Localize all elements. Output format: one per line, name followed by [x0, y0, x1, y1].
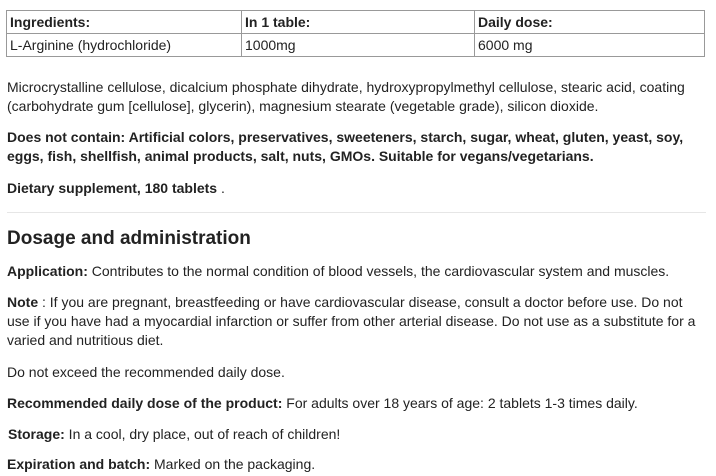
table-row [7, 34, 705, 57]
expiration-line [7, 455, 706, 474]
storage-text: In a cool, dry place, out of reach of children! [64, 426, 341, 442]
section-title: Dosage and administration [7, 228, 251, 249]
recommended-dose-text: For adults over 18 years of age: 2 tablets 1-3 times daily. [282, 395, 638, 411]
header-per-tablet: In 1 table: [242, 11, 475, 34]
supplement-line [7, 179, 706, 198]
application-label: Application: [7, 263, 88, 279]
header-ingredients: Ingredients: [7, 11, 242, 34]
header-daily-dose: Daily dose: [475, 11, 705, 34]
ingredients-table [6, 10, 705, 57]
note-text: : If you are pregnant, breastfeeding or have cardiovascular disease, consult a doctor before use. Do not use if you have had a myocardial infarction or suffer from other arterial disease. Do not use as a substitute for a varied and nutritious diet. [7, 294, 696, 348]
expiration-text: Marked on the packaging. [150, 456, 316, 472]
cell-per-tablet: 1000mg [242, 34, 475, 57]
supplement-suffix: . [217, 180, 225, 196]
cell-daily-dose: 6000 mg [475, 34, 705, 57]
recommended-dose-line [7, 394, 706, 413]
cell-ingredient: L-Arginine (hydrochloride) [7, 34, 242, 57]
supplement-label: Dietary supplement, 180 tablets [7, 180, 218, 196]
application-line [7, 262, 706, 281]
recommended-dose-label: Recommended daily dose of the product: [7, 395, 283, 411]
expiration-label: Expiration and batch: [7, 456, 151, 472]
storage-line [8, 425, 706, 444]
other-ingredients-text: Microcrystalline cellulose, dicalcium phosphate dihydrate, hydroxypropylmethyl cellulose, stearic acid, coating (carbohydrate gum [cellulose], glycerin), magnesium stearate (vegetable grade), silicon dioxide. [7, 79, 685, 114]
section-divider [7, 212, 706, 213]
storage-label: Storage: [8, 426, 65, 442]
does-not-contain-text: Does not contain: Artificial colors, preservatives, sweeteners, starch, sugar, wheat, gluten, yeast, soy, eggs, fish, shellfish, animal products, salt, nuts, GMOs. Suitable for vegans/vegetarians. [7, 129, 684, 164]
table-header-row [7, 11, 705, 34]
note-label: Note [7, 294, 39, 310]
dose-warning: Do not exceed the recommended daily dose. [7, 364, 285, 380]
application-text: Contributes to the normal condition of blood vessels, the cardiovascular system and muscles. [87, 263, 670, 279]
note-paragraph [7, 293, 706, 350]
